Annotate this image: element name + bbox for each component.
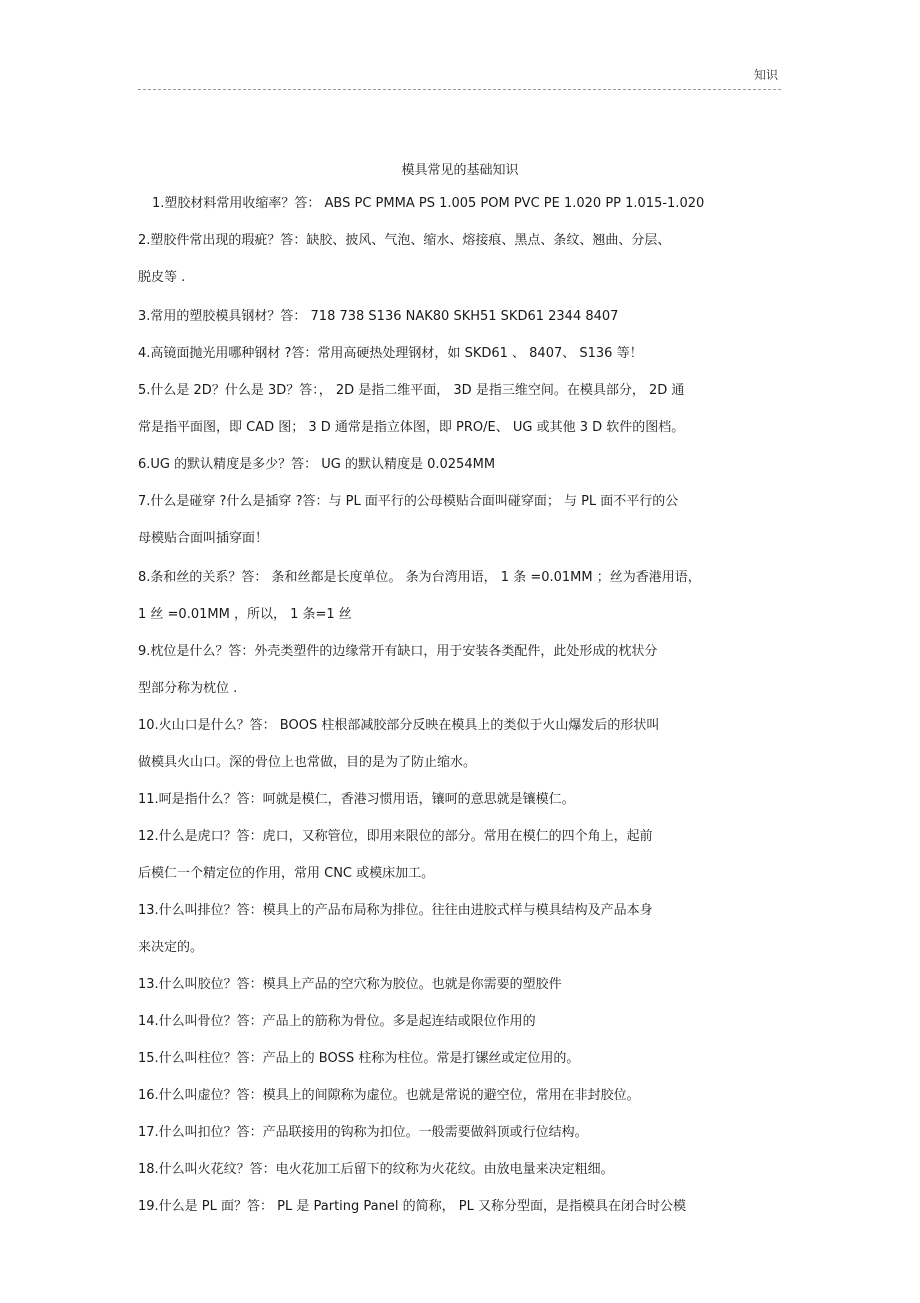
qa-line-13-cont: 来决定的。 (138, 940, 204, 955)
qa-line-3: 3.常用的塑胶模具钢材？答： 718 738 S136 NAK80 SKH51 SKD61 2344 8407 (138, 309, 619, 324)
header-divider (138, 89, 781, 90)
qa-line-5: 5.什么是 2D？什么是 3D？答：， 2D 是指二维平面， 3D 是指三维空间。在模具部分， 2D 通 (138, 383, 685, 398)
qa-line-18: 18.什么叫火花纹？答：电火花加工后留下的纹称为火花纹。由放电量来决定粗细。 (138, 1162, 614, 1177)
qa-line-9-cont: 型部分称为枕位 . (138, 681, 238, 696)
document-body (138, 194, 788, 1216)
page-header-label: 知识 (753, 68, 778, 82)
qa-line-7-cont: 母模贴合面叫插穿面！ (138, 531, 269, 546)
qa-line-2: 2.塑胶件常出现的瑕疵？答：缺胶、披风、气泡、缩水、熔接痕、黑点、条纹、翘曲、分层、 (138, 233, 671, 248)
qa-line-12: 12.什么是虎口？答：虎口，又称管位，即用来限位的部分。常用在模仁的四个角上，起前 (138, 829, 653, 844)
qa-line-4: 4.高镜面抛光用哪种钢材 ?答：常用高硬热处理钢材，如 SKD61 、 8407、 S136 等！ (138, 346, 643, 361)
qa-line-19: 19.什么是 PL 面？答： PL 是 Parting Panel 的简称， PL 又称分型面，是指模具在闭合时公模 (138, 1199, 686, 1214)
qa-line-8: 8.条和丝的关系？答： 条和丝都是长度单位。 条为台湾用语， 1 条 =0.01MM ；丝为香港用语， (138, 570, 701, 585)
qa-line-5-cont: 常是指平面图，即 CAD 图； 3 D 通常是指立体图，即 PRO/E、 UG 或其他 3 D 软件的图档。 (138, 420, 685, 435)
qa-line-2-cont: 脱皮等 . (138, 270, 186, 285)
qa-line-8-cont: 1 丝 =0.01MM ，所以， 1 条=1 丝 (138, 607, 352, 622)
qa-line-10: 10.火山口是什么？答： BOOS 柱根部减胶部分反映在模具上的类似于火山爆发后的形状叫 (138, 718, 660, 733)
qa-line-1: 1.塑胶材料常用收缩率？答： ABS PC PMMA PS 1.005 POM PVC PE 1.020 PP 1.015-1.020 (152, 196, 705, 211)
qa-line-15: 15.什么叫柱位？答：产品上的 BOSS 柱称为柱位。常是打镙丝或定位用的。 (138, 1051, 580, 1066)
qa-line-6: 6.UG 的默认精度是多少？答： UG 的默认精度是 0.0254MM (138, 457, 496, 472)
qa-line-12-cont: 后模仁一个精定位的作用，常用 CNC 或模床加工。 (138, 866, 435, 881)
qa-line-13: 13.什么叫排位？答：模具上的产品布局称为排位。往往由进胶式样与模具结构及产品本身 (138, 903, 653, 918)
qa-line-14: 14.什么叫骨位？答：产品上的筋称为骨位。多是起连结或限位作用的 (138, 1014, 536, 1029)
qa-line-11: 11.呵是指什么？答：呵就是模仁，香港习惯用语，镶呵的意思就是镶模仁。 (138, 792, 575, 807)
document-title: 模具常见的基础知识 (401, 163, 519, 178)
qa-line-10-cont: 做模具火山口。深的骨位上也常做，目的是为了防止缩水。 (138, 755, 477, 770)
qa-line-16: 16.什么叫虚位？答：模具上的间隙称为虚位。也就是常说的避空位，常用在非封胶位。 (138, 1088, 640, 1103)
qa-line-9: 9.枕位是什么？答：外壳类塑件的边缘常开有缺口，用于安装各类配件，此处形成的枕状分 (138, 644, 658, 659)
qa-line-17: 17.什么叫扣位？答：产品联接用的钩称为扣位。一般需要做斜顶或行位结构。 (138, 1125, 588, 1140)
qa-line-7: 7.什么是碰穿 ?什么是插穿 ?答：与 PL 面平行的公母模贴合面叫碰穿面； 与 PL 面不平行的公 (138, 494, 679, 509)
qa-line-13b: 13.什么叫胶位？答：模具上产品的空穴称为胶位。也就是你需要的塑胶件 (138, 977, 562, 992)
